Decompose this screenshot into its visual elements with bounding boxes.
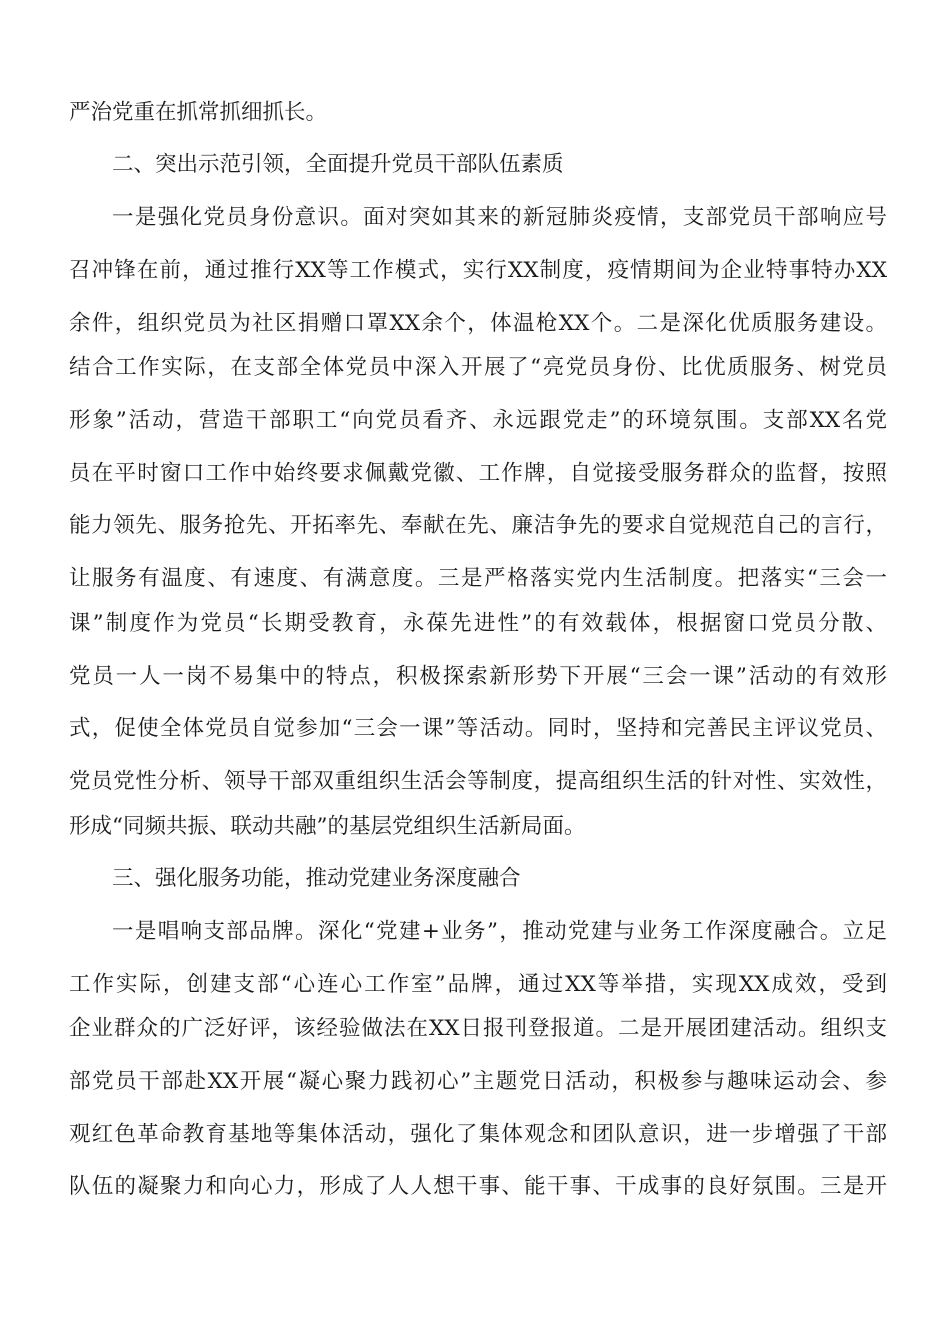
section-heading: 二、突出示范引领，全面提升党员干部队伍素质	[112, 152, 564, 177]
text-line: 结合工作实际，在支部全体党员中深入开展了“亮党员身份、比优质服务、树党员	[69, 355, 887, 380]
text-line: 一是唱响支部品牌。深化“党建+业务”，推动党建与业务工作深度融合。立足	[112, 919, 887, 944]
text-line: 队伍的凝聚力和向心力，形成了人人想干事、能干事、干成事的良好氛围。三是开	[69, 1174, 887, 1199]
text-line: 召冲锋在前，通过推行XX等工作模式，实行XX制度，疫情期间为企业特事特办XX	[69, 258, 887, 283]
text-line: 员在平时窗口工作中始终要求佩戴党徽、工作牌，自觉接受服务群众的监督，按照	[69, 461, 887, 486]
text-line: 能力领先、服务抢先、开拓率先、奉献在先、廉洁争先的要求自觉规范自己的言行，	[69, 513, 887, 538]
text-line: 形象”活动，营造干部职工“向党员看齐、永远跟党走”的环境氛围。支部XX名党	[69, 408, 887, 433]
text-line: 部党员干部赴XX开展“凝心聚力践初心”主题党日活动，积极参与趣味运动会、参	[69, 1069, 887, 1094]
text-line: 让服务有温度、有速度、有满意度。三是严格落实党内生活制度。把落实“三会一	[69, 566, 887, 591]
text-line: 工作实际，创建支部“心连心工作室”品牌，通过XX等举措，实现XX成效，受到	[69, 972, 887, 997]
text-line: 余件，组织党员为社区捐赠口罩XX余个，体温枪XX个。二是深化优质服务建设。	[69, 311, 887, 336]
section-heading: 三、强化服务功能，推动党建业务深度融合	[112, 866, 521, 891]
text-line: 严治党重在抓常抓细抓长。	[69, 100, 328, 125]
text-line: 企业群众的广泛好评，该经验做法在XX日报刊登报道。二是开展团建活动。组织支	[69, 1016, 887, 1041]
text-line: 一是强化党员身份意识。面对突如其来的新冠肺炎疫情，支部党员干部响应号	[112, 205, 887, 230]
text-line: 形成“同频共振、联动共融”的基层党组织生活新局面。	[69, 814, 586, 839]
text-line: 观红色革命教育基地等集体活动，强化了集体观念和团队意识，进一步增强了干部	[69, 1122, 887, 1147]
text-line: 课”制度作为党员“长期受教育，永葆先进性”的有效载体，根据窗口党员分散、	[69, 611, 887, 636]
text-line: 党员党性分析、领导干部双重组织生活会等制度，提高组织生活的针对性、实效性，	[69, 769, 887, 794]
text-line: 党员一人一岗不易集中的特点，积极探索新形势下开展“三会一课”活动的有效形	[69, 664, 887, 689]
text-line: 式，促使全体党员自觉参加“三会一课”等活动。同时，坚持和完善民主评议党员、	[69, 716, 887, 741]
